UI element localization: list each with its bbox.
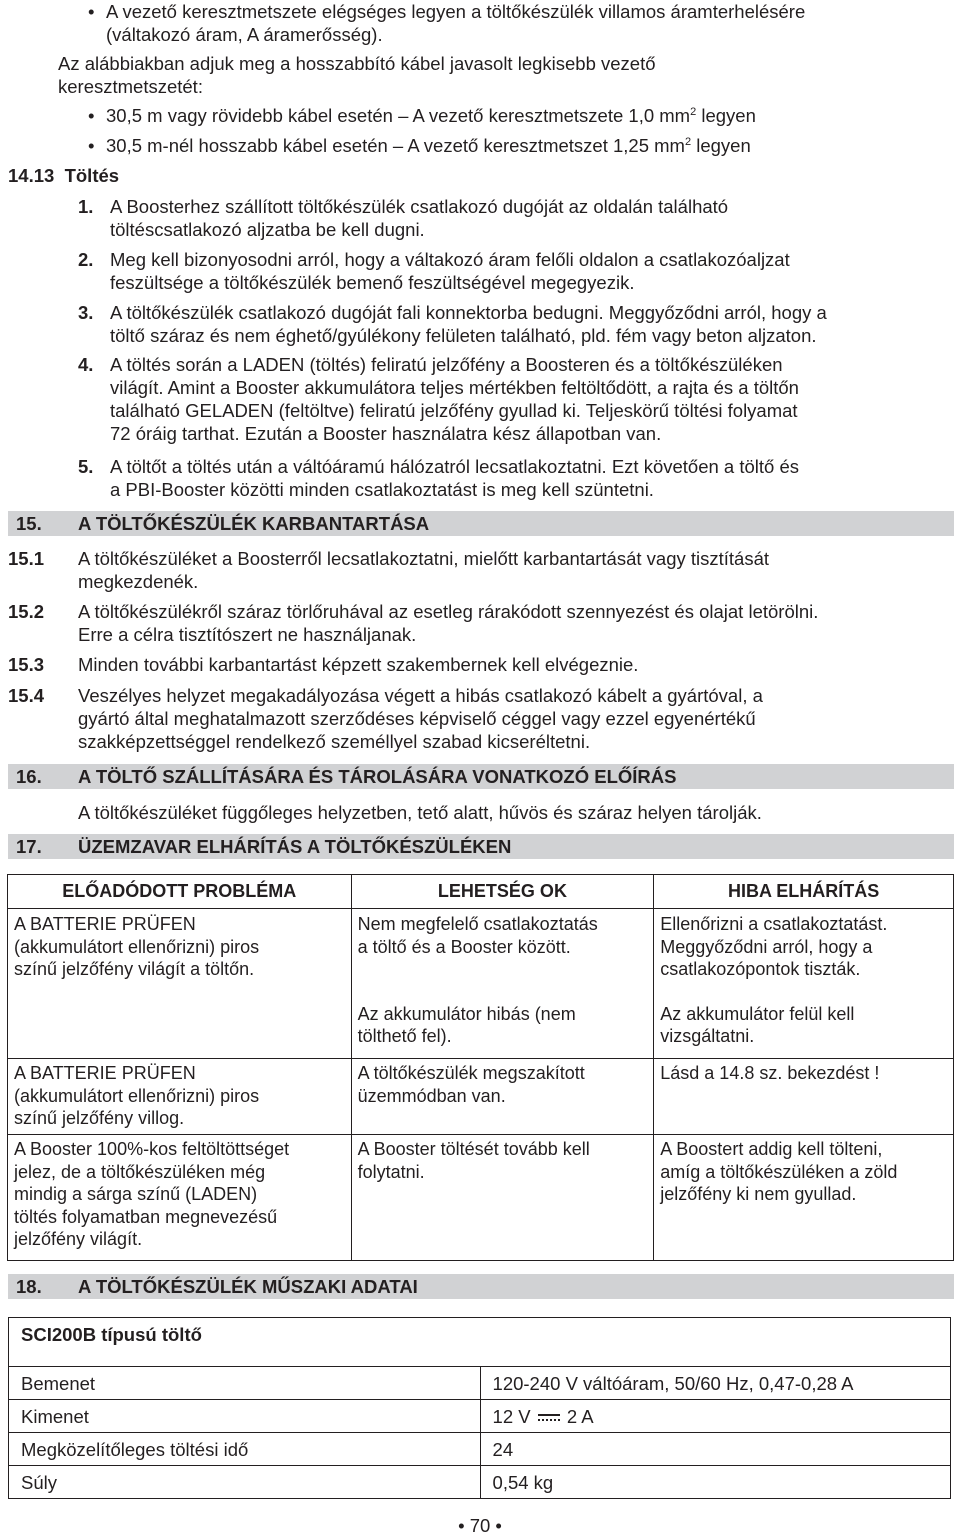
fix-cell: A Boostert addig kell tölteni, amíg a töltőkészüléken a zöld jelzőfény ki nem gyullad. — [654, 1135, 954, 1261]
page-number: • 70 • — [458, 1515, 502, 1534]
problem-cell: A BATTERIE PRÜFEN (akkumulátort ellenőrizni) piros színű jelzőfény világít a töltőn. — [8, 909, 352, 1059]
maintenance-item: 15.4 Veszélyes helyzet megakadályozása végett a hibás csatlakozó kábelt a gyártóval, a gyártó által meghatalmazott szerződéses képviselő céggel vagy ezzel egyenértékű szakképzettséggel rendelkező személlyel szabad kicseréltetni. — [8, 685, 763, 752]
section-16-heading: 16. A TÖLTŐ SZÁLLÍTÁSÁRA ÉS TÁROLÁSÁRA VONATKOZÓ ELŐÍRÁS — [8, 764, 954, 789]
table-row — [9, 1400, 951, 1433]
intro-paragraph: Az alábbiakban adjuk meg a hosszabbító kábel javasolt legkisebb vezető keresztmetszetét: — [58, 53, 656, 97]
charging-step: 3. A töltőkészülék csatlakozó dugóját fali konnektorba bedugni. Meggyőződni arról, hogy a töltő száraz és nem éghető/gyúlékony felületen található, pld. fém vagy beton aljzaton. — [78, 302, 827, 346]
spec-label: Kimenet — [9, 1400, 481, 1433]
specs-table — [8, 1317, 951, 1499]
fix-cell: Lásd a 14.8 sz. bekezdést ! — [654, 1059, 954, 1135]
fix-cell: Ellenőrizni a csatlakoztatást. Meggyőződni arról, hogy a csatlakozópontok tiszták. — [654, 909, 954, 1003]
specs-model-row — [9, 1318, 951, 1351]
spec-label: Súly — [9, 1466, 481, 1499]
cable-bullet-long: • 30,5 m-nél hosszabb kábel esetén – A vezető keresztmetszet 1,25 $mm^2$ legyen — [106, 134, 751, 157]
header-problem: ELŐADÓDOTT PROBLÉMA — [8, 875, 352, 909]
cause-cell: Nem megfelelő csatlakoztatás a töltő és a Booster között. — [351, 909, 654, 1003]
table-row — [9, 1466, 951, 1499]
spec-value: 12 V 2 A — [480, 1400, 950, 1433]
charging-step: 4. A töltés során a LADEN (töltés) feliratú jelzőfény a Boosteren és a töltőkészüléken világít. Amint a Booster akkumulátora teljes mértékben feltöltődött, a rajta és a töltőn található GELADEN (feltöltve) feliratú jelzőfény gyullad ki. Teljeskörű töltési folyamat 72 óráig tarthat. Ezután a Booster használatra kész állapotban van. — [78, 354, 799, 444]
table-row — [9, 1433, 951, 1466]
header-cause: LEHETSÉG OK — [351, 875, 654, 909]
maintenance-item: 15.1 A töltőkészüléket a Boosterről lecsatlakoztatni, mielőtt karbantartását vagy tisztítását megkezdenék. — [8, 548, 770, 592]
dc-current-icon — [538, 1412, 560, 1424]
spec-value: 0,54 kg — [480, 1466, 950, 1499]
cable-bullet-short: • 30,5 m vagy rövidebb kábel esetén – A vezető keresztmetszete 1,0 $mm^2$ legyen — [106, 104, 756, 127]
spec-label: Megközelítőleges töltési idő — [9, 1433, 481, 1466]
section-17-heading: 17. ÜZEMZAVAR ELHÁRÍTÁS A TÖLTŐKÉSZÜLÉKEN — [8, 834, 954, 859]
charging-step: 2. Meg kell bizonyosodni arról, hogy a váltakozó áram felőli oldalon a csatlakozóaljzat feszültsége a töltőkészülék bemenő feszültségével megegyezik. — [78, 249, 790, 293]
charging-step: 1. A Boosterhez szállított töltőkészülék csatlakozó dugóját az oldalán található töltéscsatlakozó aljzatba be kell dugni. — [78, 196, 729, 240]
spec-value: 120-240 V váltóáram, 50/60 Hz, 0,47-0,28 A — [480, 1367, 950, 1400]
section-15-heading: 15. A TÖLTŐKÉSZÜLÉK KARBANTARTÁSA — [8, 511, 954, 536]
section-14-13-heading: 14.13 Töltés — [8, 165, 120, 186]
model-name: SCI200B típusú töltő — [9, 1318, 951, 1351]
spec-value: 24 — [480, 1433, 950, 1466]
problem-cell: A Booster 100%-kos feltöltöttséget jelez, de a töltőkészüléken még mindig a sárga színű (LADEN) töltés folyamatban megnevezésű jelzőfény világít. — [8, 1135, 352, 1261]
table-row — [8, 909, 954, 1003]
troubleshooting-table — [7, 874, 954, 1261]
table-row — [8, 1135, 954, 1261]
cause-cell: Az akkumulátor hibás (nem tölthető fel). — [351, 1003, 654, 1059]
charging-step: 5. A töltőt a töltés után a váltóáramú hálózatról lecsatlakoztatni. Ezt követően a töltő és a PBI-Booster közötti minden csatlakoztatást is meg kell szüntetni. — [78, 456, 800, 500]
table-row — [9, 1367, 951, 1400]
fix-cell: Az akkumulátor felül kell vizsgáltatni. — [654, 1003, 954, 1059]
maintenance-item: 15.3 Minden további karbantartást képzett szakembernek kell elvégeznie. — [8, 654, 639, 675]
problem-cell: A BATTERIE PRÜFEN (akkumulátort ellenőrizni) piros színű jelzőfény villog. — [8, 1059, 352, 1135]
table-header-row — [8, 875, 954, 909]
spec-label: Bemenet — [9, 1367, 481, 1400]
table-row — [8, 1059, 954, 1135]
cause-cell: A töltőkészülék megszakított üzemmódban van. — [351, 1059, 654, 1135]
cause-cell: A Booster töltését tovább kell folytatni. — [351, 1135, 654, 1261]
header-fix: HIBA ELHÁRÍTÁS — [654, 875, 954, 909]
storage-text: A töltőkészüléket függőleges helyzetben, tető alatt, hűvös és száraz helyen tárolják. — [78, 802, 762, 823]
extension-cable-requirement: • A vezető keresztmetszete elégséges legyen a töltőkészülék villamos áramterhelésére (váltakozó áram, A áramerősség). — [106, 0, 805, 46]
maintenance-item: 15.2 A töltőkészülékről száraz törlőruhával az esetleg rárakódott szennyezést és olajat letörölni. Erre a célra tisztítószert ne használjanak. — [8, 601, 819, 645]
section-18-heading: 18. A TÖLTŐKÉSZÜLÉK MŰSZAKI ADATAI — [8, 1274, 954, 1299]
